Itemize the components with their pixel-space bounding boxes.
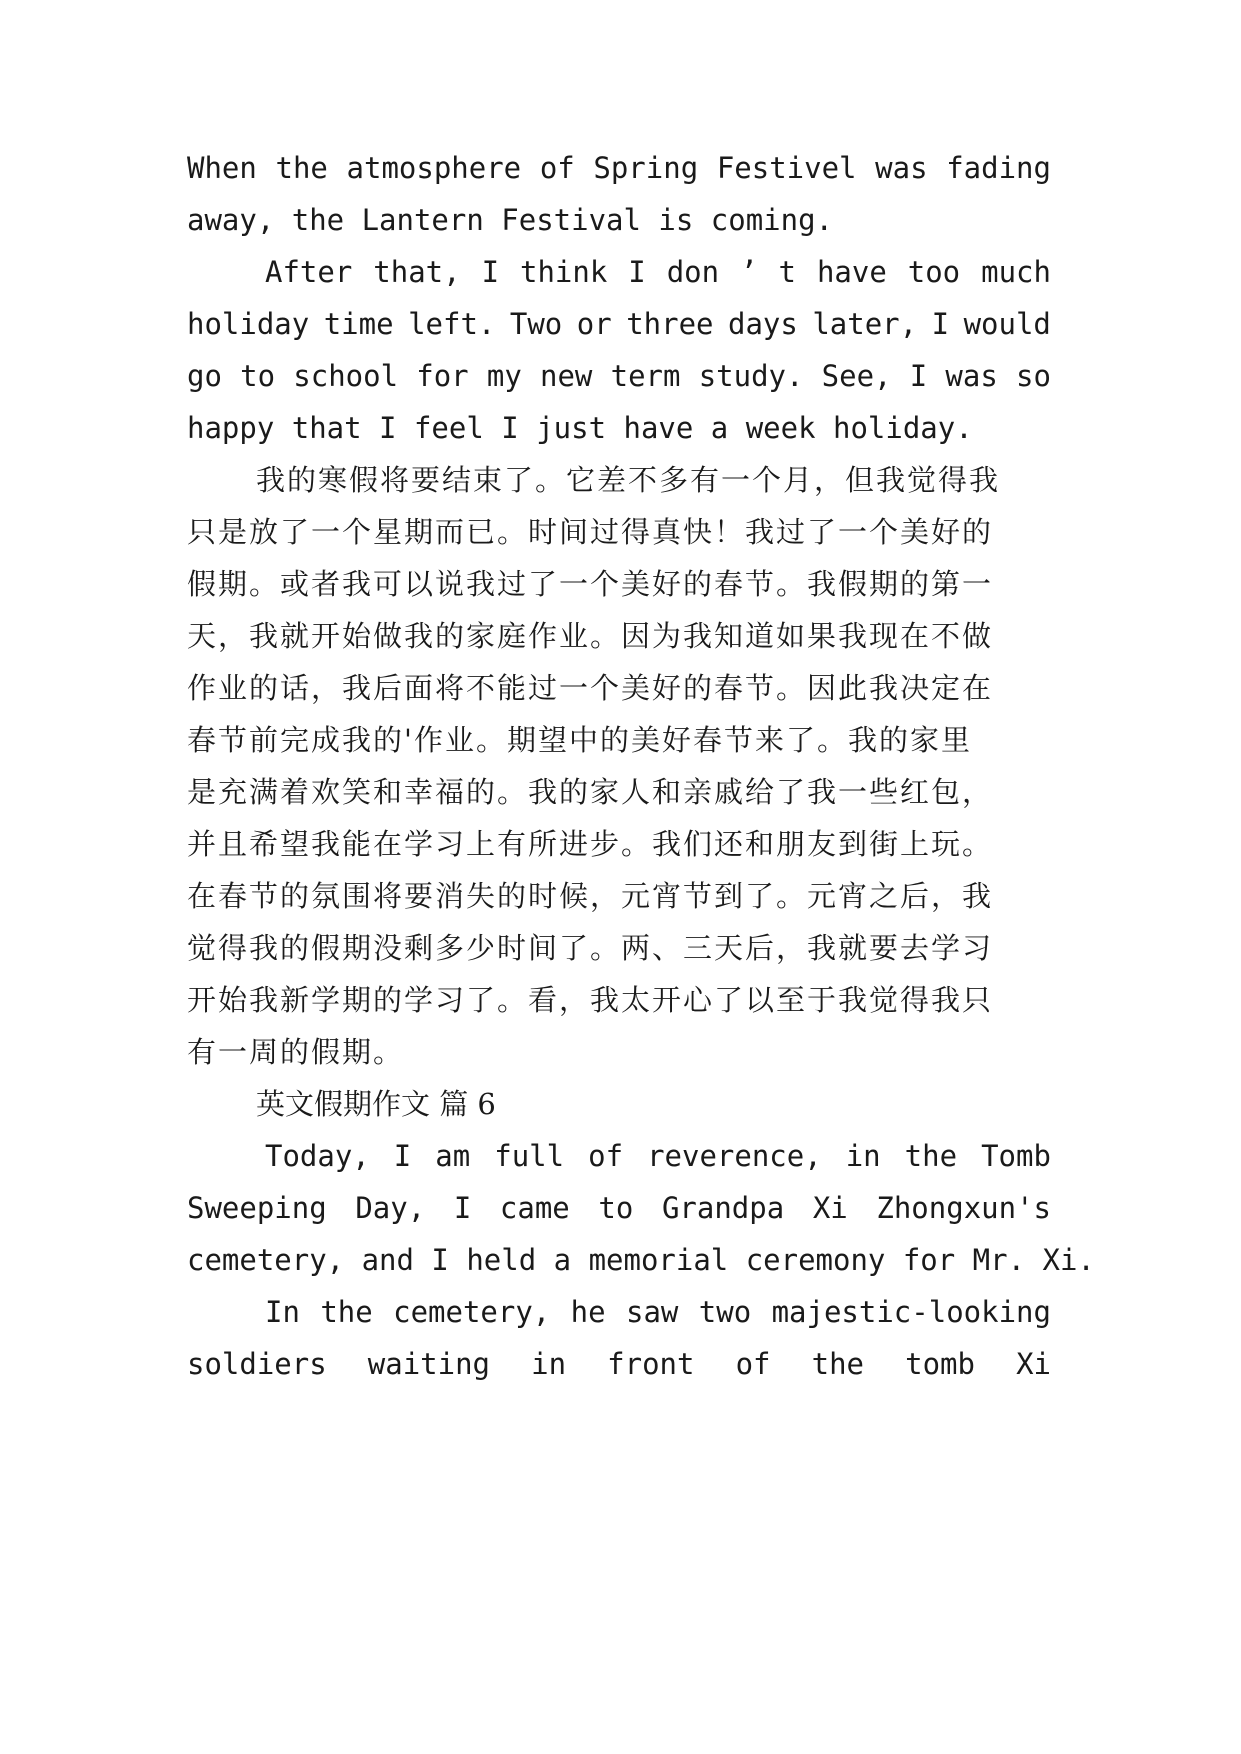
- text-line: 并且希望我能在学习上有所进步。我们还和朋友到街上玩。: [187, 827, 994, 861]
- word: Spring: [593, 151, 699, 185]
- word: for: [416, 359, 469, 393]
- word: time: [323, 307, 394, 341]
- text-line: 是充满着欢笑和幸福的。我的家人和亲戚给了我一些红包，: [187, 775, 994, 809]
- text-line: [187, 148, 1051, 188]
- word: waiting: [367, 1347, 491, 1381]
- word: the: [320, 1295, 373, 1329]
- word: I: [931, 307, 950, 341]
- word: of: [539, 151, 575, 185]
- word: front: [607, 1347, 695, 1381]
- word: See,: [821, 359, 892, 393]
- word: to: [240, 359, 276, 393]
- word: ’: [740, 255, 758, 289]
- word: of: [588, 1139, 624, 1173]
- word: left.: [408, 307, 496, 341]
- word: the: [275, 151, 328, 185]
- word: When: [187, 151, 257, 185]
- word: he: [570, 1295, 606, 1329]
- word: cemetery,: [393, 1295, 551, 1329]
- text-line: [187, 1188, 1051, 1228]
- word: in: [531, 1347, 567, 1381]
- word: I: [393, 1139, 412, 1173]
- word: school: [293, 359, 399, 393]
- word: Tomb: [981, 1139, 1051, 1173]
- word: in: [845, 1139, 881, 1173]
- word: don: [666, 255, 720, 289]
- word: reverence,: [647, 1139, 822, 1173]
- word: came: [499, 1191, 570, 1225]
- word: go: [187, 359, 222, 393]
- word: later,: [812, 307, 918, 341]
- word: tomb: [905, 1347, 975, 1381]
- word: t: [778, 255, 796, 289]
- text-line: [187, 1344, 1051, 1384]
- text-line: 有一周的假期。: [187, 1035, 405, 1069]
- text-line: [265, 1292, 1051, 1332]
- word: saw: [626, 1295, 679, 1329]
- text-line: 假期。或者我可以说我过了一个美好的春节。我假期的第一: [187, 567, 994, 601]
- word: I: [453, 1191, 472, 1225]
- word: the: [904, 1139, 958, 1173]
- word: Two: [509, 307, 563, 341]
- word: I: [481, 255, 500, 289]
- word: so: [1016, 359, 1051, 393]
- word: Sweeping: [187, 1191, 327, 1225]
- word: two: [698, 1295, 752, 1329]
- word: Zhongxun's: [876, 1191, 1051, 1225]
- text-line: 作业的话，我后面将不能过一个美好的春节。因此我决定在: [187, 671, 994, 705]
- word: much: [981, 255, 1051, 289]
- word: Xi: [812, 1191, 848, 1225]
- word: too: [907, 255, 961, 289]
- text-line: [187, 304, 1051, 344]
- text-line: away, the Lantern Festival is coming.: [187, 203, 834, 237]
- word: After: [265, 255, 353, 289]
- text-line: 我的寒假将要结束了。它差不多有一个月，但我觉得我: [256, 463, 1001, 497]
- text-line: happy that I feel I just have a week holiday.: [187, 411, 973, 445]
- word: I: [628, 255, 646, 289]
- word: Today,: [265, 1139, 370, 1173]
- word: holiday: [187, 307, 310, 341]
- word: was: [945, 359, 998, 393]
- word: In: [265, 1295, 300, 1329]
- word: was: [875, 151, 928, 185]
- text-line: 春节前完成我的'作业。期望中的美好春节来了。我的家里: [187, 723, 972, 757]
- word: to: [598, 1191, 634, 1225]
- word: new: [540, 359, 593, 393]
- word: majestic-looking: [771, 1295, 1051, 1329]
- word: the: [811, 1347, 864, 1381]
- word: study.: [698, 359, 804, 393]
- word: Festivel: [716, 151, 857, 185]
- text-line: 在春节的氛围将要消失的时候，元宵节到了。元宵之后，我: [187, 879, 994, 913]
- word: am: [435, 1139, 471, 1173]
- text-line: [187, 356, 1051, 396]
- word: Day,: [355, 1191, 426, 1225]
- word: that,: [373, 255, 461, 289]
- word: fading: [946, 151, 1051, 185]
- word: think: [520, 255, 608, 289]
- word: Xi: [1016, 1347, 1051, 1381]
- text-line: 开始我新学期的学习了。看，我太开心了以至于我觉得我只: [187, 983, 994, 1017]
- word: full: [494, 1139, 565, 1173]
- word: I: [909, 359, 928, 393]
- word: my: [486, 359, 522, 393]
- text-line: cemetery, and I held a memorial ceremony for Mr. Xi.: [187, 1243, 1095, 1277]
- word: three: [626, 307, 714, 341]
- word: atmosphere: [346, 151, 522, 185]
- word: or: [576, 307, 612, 341]
- text-line: [265, 252, 1051, 292]
- text-line: [265, 1136, 1051, 1176]
- word: would: [963, 307, 1051, 341]
- section-heading: 英文假期作文 篇 6: [256, 1087, 496, 1121]
- word: term: [610, 359, 681, 393]
- text-line: 只是放了一个星期而已。时间过得真快！我过了一个美好的: [187, 515, 994, 549]
- word: days: [728, 307, 798, 341]
- text-line: 觉得我的假期没剩多少时间了。两、三天后，我就要去学习: [187, 931, 994, 965]
- word: of: [735, 1347, 771, 1381]
- word: have: [816, 255, 887, 289]
- text-line: 天，我就开始做我的家庭作业。因为我知道如果我现在不做: [187, 619, 994, 653]
- word: Grandpa: [661, 1191, 785, 1225]
- word: soldiers: [187, 1347, 327, 1381]
